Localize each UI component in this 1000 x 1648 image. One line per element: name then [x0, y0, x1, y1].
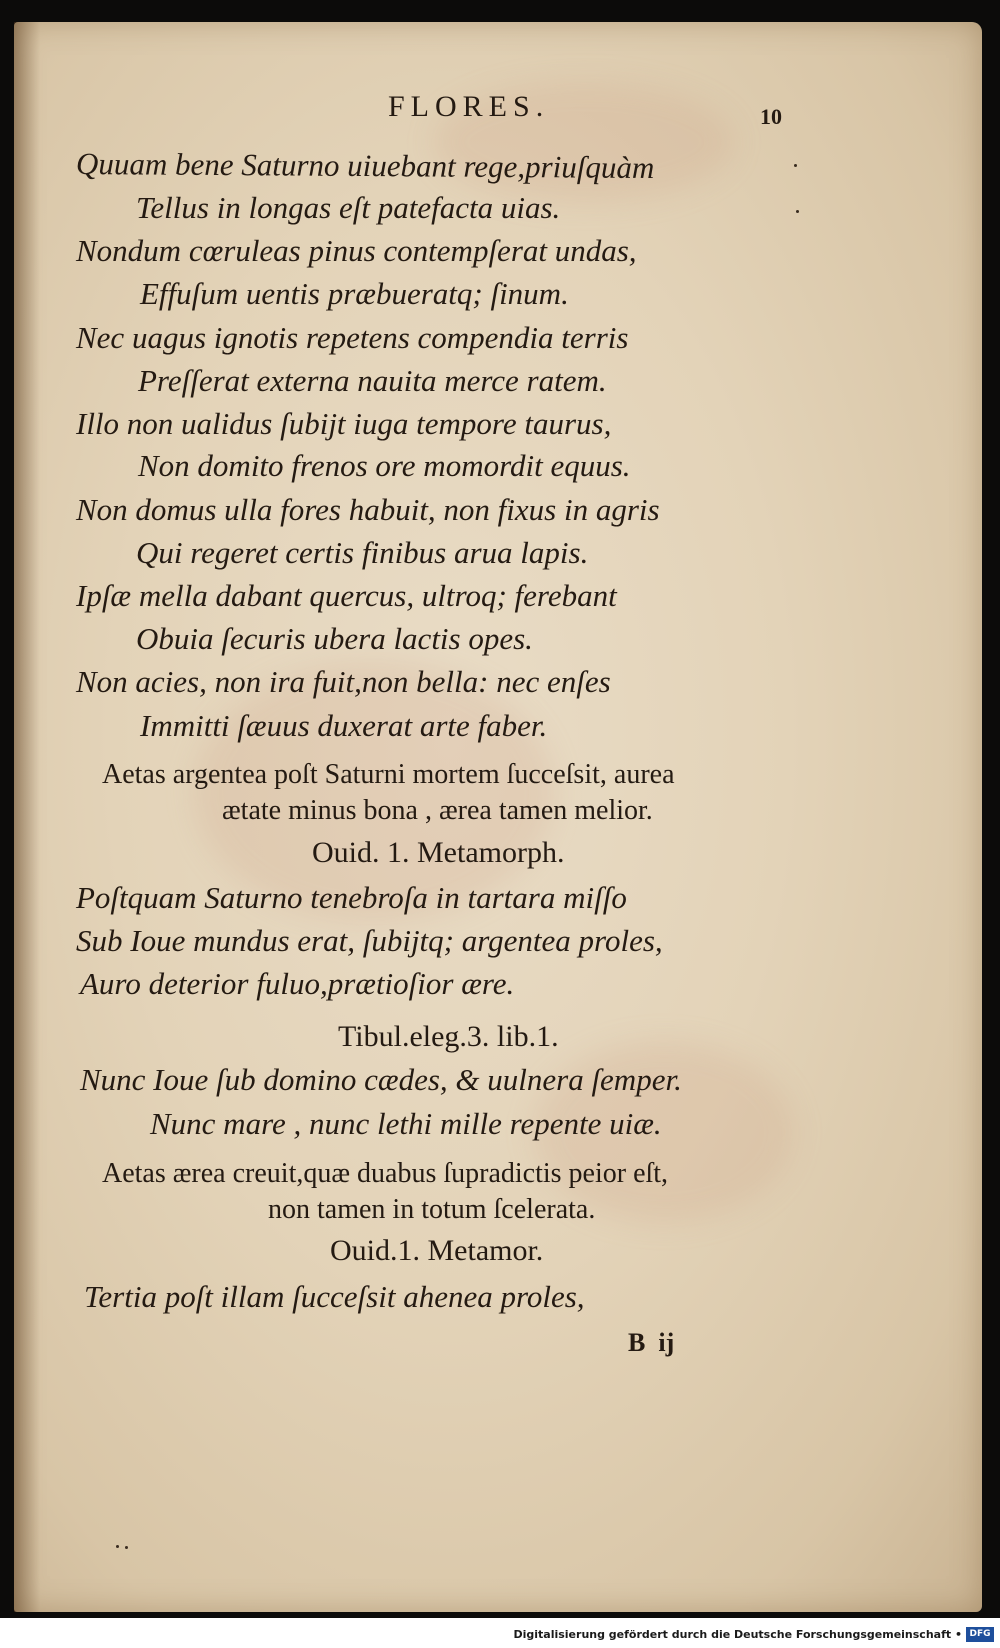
prose-line: Aetas ærea creuit,quæ duabus ſupradictis peior eſt,	[102, 1158, 669, 1189]
text-line: Tellus in longas eſt patefacta uias.	[136, 190, 561, 225]
text-line: Tertia poſt illam ſucceſsit ahenea proles,	[84, 1279, 585, 1314]
signature-mark: B ij	[628, 1328, 675, 1357]
text-line: Illo non ualidus ſubijt iuga tempore taurus,	[76, 406, 612, 441]
dfg-logo: DFG	[966, 1627, 994, 1642]
page-number: 10	[760, 104, 782, 129]
ink-speck	[116, 1545, 119, 1548]
ink-speck	[125, 1546, 128, 1549]
text-line: Auro deterior fuluo,prætioſior ære.	[80, 966, 515, 1001]
text-line: Qui regeret certis finibus arua lapis.	[136, 535, 589, 570]
text-line: Obuia ſecuris ubera lactis opes.	[136, 621, 533, 656]
text-line: Quuam bene Saturno uiuebant rege,priuſquàm	[75, 145, 655, 186]
text-line: Nunc Ioue ſub domino cædes, & uulnera ſemper.	[80, 1062, 682, 1097]
ink-speck	[794, 164, 797, 167]
text-line: Nunc mare , nunc lethi mille repente uiæ.	[150, 1106, 662, 1141]
prose-line: ætate minus bona , ærea tamen melior.	[222, 795, 653, 826]
text-line: Non domus ulla fores habuit, non fixus in agris	[76, 492, 660, 527]
text-line: Sub Ioue mundus erat, ſubijtq; argentea proles,	[76, 923, 663, 958]
source-citation: Ouid.1. Metamor.	[330, 1234, 544, 1267]
text-line: Effuſum uentis præbueratq; ſinum.	[140, 276, 569, 311]
text-line: Ipſæ mella dabant quercus, ultroq; ferebant	[76, 578, 617, 613]
text-line: Nondum cœruleas pinus contempſerat undas,	[76, 233, 637, 268]
text-line: Nec uagus ignotis repetens compendia terris	[76, 320, 629, 355]
source-citation: Tibul.eleg.3. lib.1.	[338, 1020, 559, 1053]
page-gutter-shadow	[14, 22, 40, 1612]
source-citation: Ouid. 1. Metamorph.	[312, 836, 565, 869]
digitization-footer	[0, 1618, 1000, 1648]
ink-speck	[796, 210, 799, 213]
footer-credit: Digitalisierung gefördert durch die Deutsche Forschungsgemeinschaft •	[513, 1628, 962, 1641]
prose-line: Aetas argentea poſt Saturni mortem ſucceſsit, aurea	[102, 759, 675, 790]
text-line: Non acies, non ira fuit,non bella: nec enſes	[76, 664, 611, 699]
text-line: Preſſerat externa nauita merce ratem.	[138, 363, 607, 398]
running-title: FLORES.	[388, 90, 550, 123]
text-line: Immitti ſæuus duxerat arte faber.	[140, 708, 548, 743]
text-line: Poſtquam Saturno tenebroſa in tartara miſſo	[76, 880, 627, 915]
prose-line: non tamen in totum ſcelerata.	[268, 1194, 596, 1225]
text-line: Non domito frenos ore momordit equus.	[138, 448, 631, 483]
